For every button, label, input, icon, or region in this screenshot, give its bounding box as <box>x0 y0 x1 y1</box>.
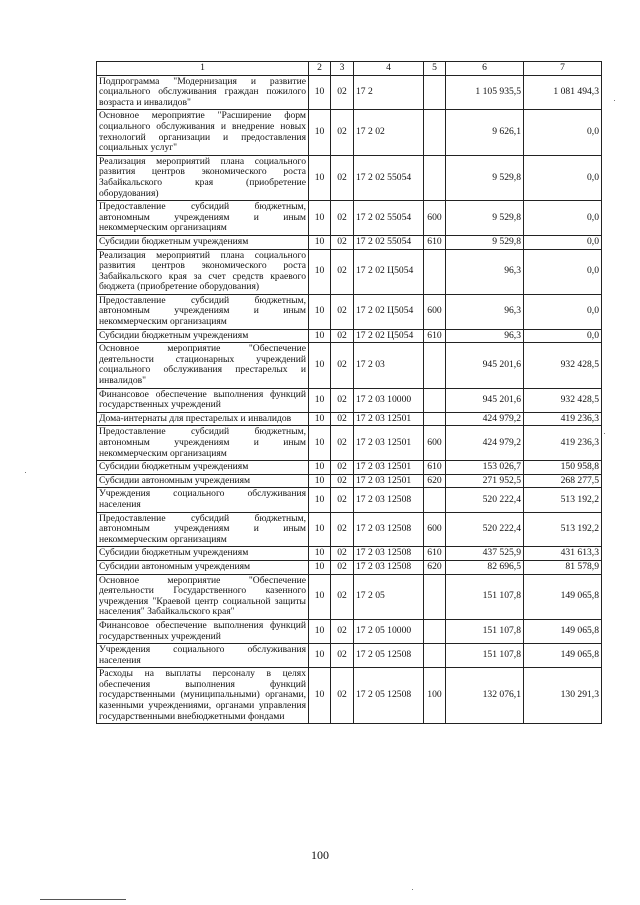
amount-year-1: 1 105 935,5 <box>446 75 524 110</box>
amount-year-1: 96,3 <box>446 329 524 343</box>
amount-year-1: 437 525,9 <box>446 547 524 561</box>
amount-year-1: 9 529,8 <box>446 155 524 200</box>
subsection-code: 02 <box>331 668 354 724</box>
amount-year-2: 932 428,5 <box>524 343 602 388</box>
table-row <box>97 619 602 643</box>
column-header-7: 7 <box>524 62 602 76</box>
subsection-code: 02 <box>331 249 354 294</box>
item-name: Учреждения социального обслуживания населения <box>97 644 309 668</box>
section-code: 10 <box>309 329 331 343</box>
amount-year-1: 151 107,8 <box>446 574 524 619</box>
subsection-code: 02 <box>331 412 354 426</box>
subsection-code: 02 <box>331 619 354 643</box>
section-code: 10 <box>309 343 331 388</box>
amount-year-1: 9 529,8 <box>446 235 524 249</box>
amount-year-2: 0,0 <box>524 235 602 249</box>
expense-type-code: 100 <box>424 668 446 724</box>
amount-year-2: 513 192,2 <box>524 512 602 547</box>
target-article-code: 17 2 02 55054 <box>354 235 424 249</box>
section-code: 10 <box>309 235 331 249</box>
subsection-code: 02 <box>331 474 354 488</box>
column-header-6: 6 <box>446 62 524 76</box>
item-name: Финансовое обеспечение выполнения функций государственных учреждений <box>97 619 309 643</box>
section-code: 10 <box>309 388 331 412</box>
table-row <box>97 461 602 475</box>
amount-year-1: 153 026,7 <box>446 461 524 475</box>
expense-type-code <box>424 110 446 155</box>
expense-type-code: 600 <box>424 512 446 547</box>
section-code: 10 <box>309 201 331 236</box>
item-name: Субсидии бюджетным учреждениям <box>97 547 309 561</box>
page-number: 100 <box>311 848 329 862</box>
subsection-code: 02 <box>331 547 354 561</box>
target-article-code: 17 2 02 55054 <box>354 201 424 236</box>
subsection-code: 02 <box>331 644 354 668</box>
amount-year-2: 81 578,9 <box>524 560 602 574</box>
item-name: Дома-интернаты для престарелых и инвалидов <box>97 412 309 426</box>
target-article-code: 17 2 03 12501 <box>354 474 424 488</box>
amount-year-1: 424 979,2 <box>446 412 524 426</box>
table-row <box>97 512 602 547</box>
section-code: 10 <box>309 488 331 512</box>
item-name: Субсидии бюджетным учреждениям <box>97 461 309 475</box>
amount-year-2: 0,0 <box>524 155 602 200</box>
subsection-code: 02 <box>331 235 354 249</box>
amount-year-2: 149 065,8 <box>524 574 602 619</box>
column-header-2: 2 <box>309 62 331 76</box>
target-article-code: 17 2 03 12508 <box>354 547 424 561</box>
table-row <box>97 412 602 426</box>
item-name: Финансовое обеспечение выполнения функций государственных учреждений <box>97 388 309 412</box>
table-row <box>97 547 602 561</box>
amount-year-1: 132 076,1 <box>446 668 524 724</box>
header-row <box>97 62 602 76</box>
item-name: Учреждения социального обслуживания населения <box>97 488 309 512</box>
item-name: Предоставление субсидий бюджетным, автономным учреждениям и иным некоммерческим организациям <box>97 512 309 547</box>
amount-year-1: 520 222,4 <box>446 512 524 547</box>
expense-type-code <box>424 574 446 619</box>
item-name: Субсидии бюджетным учреждениям <box>97 329 309 343</box>
amount-year-2: 0,0 <box>524 329 602 343</box>
item-name: Реализация мероприятий плана социального развития центров экономического роста Забайкальского края за счет средств краевого бюджета (приобретение оборудования) <box>97 249 309 294</box>
expense-type-code: 610 <box>424 329 446 343</box>
item-name: Подпрограмма "Модернизация и развитие социального обслуживания граждан пожилого возраста и инвалидов" <box>97 75 309 110</box>
target-article-code: 17 2 03 12508 <box>354 560 424 574</box>
footnote-divider <box>40 899 126 900</box>
column-header-5: 5 <box>424 62 446 76</box>
subsection-code: 02 <box>331 110 354 155</box>
section-code: 10 <box>309 474 331 488</box>
item-name: Основное мероприятие "Расширение форм социального обслуживания и внедрение новых технологий организации и предоставления социальных услуг" <box>97 110 309 155</box>
expense-type-code <box>424 412 446 426</box>
amount-year-2: 149 065,8 <box>524 619 602 643</box>
target-article-code: 17 2 05 <box>354 574 424 619</box>
amount-year-2: 513 192,2 <box>524 488 602 512</box>
expense-type-code <box>424 619 446 643</box>
table-row <box>97 388 602 412</box>
amount-year-2: 932 428,5 <box>524 388 602 412</box>
amount-year-1: 96,3 <box>446 249 524 294</box>
subsection-code: 02 <box>331 155 354 200</box>
amount-year-1: 9 626,1 <box>446 110 524 155</box>
table-row <box>97 235 602 249</box>
subsection-code: 02 <box>331 329 354 343</box>
subsection-code: 02 <box>331 388 354 412</box>
subsection-code: 02 <box>331 201 354 236</box>
amount-year-2: 1 081 494,3 <box>524 75 602 110</box>
item-name: Реализация мероприятий плана социального развития центров экономического роста Забайкальского края (приобретение оборудования) <box>97 155 309 200</box>
subsection-code: 02 <box>331 512 354 547</box>
amount-year-2: 0,0 <box>524 110 602 155</box>
target-article-code: 17 2 03 12501 <box>354 412 424 426</box>
expense-type-code: 610 <box>424 461 446 475</box>
item-name: Предоставление субсидий бюджетным, автономным учреждениям и иным некоммерческим организациям <box>97 294 309 329</box>
target-article-code: 17 2 03 12508 <box>354 512 424 547</box>
item-name: Основное мероприятие "Обеспечение деятельности Государственного казенного учреждения "Краевой центр социальной защиты населения" Забайкальского края" <box>97 574 309 619</box>
scan-speck <box>25 472 26 473</box>
table-row <box>97 574 602 619</box>
section-code: 10 <box>309 294 331 329</box>
amount-year-2: 0,0 <box>524 294 602 329</box>
amount-year-1: 9 529,8 <box>446 201 524 236</box>
item-name: Расходы на выплаты персоналу в целях обеспечения выполнения функций государственными (муниципальными) органами, казенными учреждениями, органами управления государственными внебюджетными фондами <box>97 668 309 724</box>
item-name: Предоставление субсидий бюджетным, автономным учреждениям и иным некоммерческим организациям <box>97 201 309 236</box>
subsection-code: 02 <box>331 574 354 619</box>
table-row <box>97 294 602 329</box>
table-row <box>97 343 602 388</box>
section-code: 10 <box>309 644 331 668</box>
amount-year-2: 0,0 <box>524 249 602 294</box>
subsection-code: 02 <box>331 294 354 329</box>
expense-type-code: 620 <box>424 474 446 488</box>
expense-type-code <box>424 249 446 294</box>
table-body <box>97 75 602 724</box>
expense-type-code: 600 <box>424 426 446 461</box>
target-article-code: 17 2 02 Ц5054 <box>354 249 424 294</box>
section-code: 10 <box>309 75 331 110</box>
budget-table <box>96 61 602 724</box>
section-code: 10 <box>309 619 331 643</box>
expense-type-code: 610 <box>424 235 446 249</box>
expense-type-code <box>424 343 446 388</box>
table-row <box>97 488 602 512</box>
target-article-code: 17 2 02 55054 <box>354 155 424 200</box>
column-header-3: 3 <box>331 62 354 76</box>
amount-year-1: 424 979,2 <box>446 426 524 461</box>
amount-year-2: 0,0 <box>524 201 602 236</box>
amount-year-1: 151 107,8 <box>446 619 524 643</box>
target-article-code: 17 2 02 Ц5054 <box>354 329 424 343</box>
amount-year-2: 149 065,8 <box>524 644 602 668</box>
section-code: 10 <box>309 426 331 461</box>
subsection-code: 02 <box>331 343 354 388</box>
amount-year-1: 82 696,5 <box>446 560 524 574</box>
section-code: 10 <box>309 155 331 200</box>
table-row <box>97 249 602 294</box>
subsection-code: 02 <box>331 426 354 461</box>
amount-year-2: 130 291,3 <box>524 668 602 724</box>
target-article-code: 17 2 <box>354 75 424 110</box>
expense-type-code: 600 <box>424 201 446 236</box>
target-article-code: 17 2 03 12501 <box>354 426 424 461</box>
amount-year-2: 419 236,3 <box>524 426 602 461</box>
amount-year-2: 268 277,5 <box>524 474 602 488</box>
section-code: 10 <box>309 547 331 561</box>
subsection-code: 02 <box>331 75 354 110</box>
table-row <box>97 110 602 155</box>
section-code: 10 <box>309 574 331 619</box>
table-row <box>97 560 602 574</box>
target-article-code: 17 2 05 12508 <box>354 668 424 724</box>
amount-year-2: 419 236,3 <box>524 412 602 426</box>
section-code: 10 <box>309 512 331 547</box>
target-article-code: 17 2 03 12501 <box>354 461 424 475</box>
column-header-4: 4 <box>354 62 424 76</box>
table-row <box>97 644 602 668</box>
scan-speck <box>614 100 615 101</box>
item-name: Основное мероприятие "Обеспечение деятельности стационарных учреждений социального обслуживания престарелых и инвалидов" <box>97 343 309 388</box>
subsection-code: 02 <box>331 461 354 475</box>
target-article-code: 17 2 02 <box>354 110 424 155</box>
table-row <box>97 155 602 200</box>
expense-type-code <box>424 644 446 668</box>
target-article-code: 17 2 03 12508 <box>354 488 424 512</box>
section-code: 10 <box>309 110 331 155</box>
section-code: 10 <box>309 668 331 724</box>
subsection-code: 02 <box>331 488 354 512</box>
item-name: Предоставление субсидий бюджетным, автономным учреждениям и иным некоммерческим организациям <box>97 426 309 461</box>
amount-year-1: 520 222,4 <box>446 488 524 512</box>
target-article-code: 17 2 05 10000 <box>354 619 424 643</box>
target-article-code: 17 2 05 12508 <box>354 644 424 668</box>
expense-type-code <box>424 488 446 512</box>
amount-year-2: 150 958,8 <box>524 461 602 475</box>
item-name: Субсидии автономным учреждениям <box>97 474 309 488</box>
amount-year-1: 271 952,5 <box>446 474 524 488</box>
amount-year-1: 151 107,8 <box>446 644 524 668</box>
expense-type-code: 620 <box>424 560 446 574</box>
table-row <box>97 426 602 461</box>
expense-type-code <box>424 388 446 412</box>
subsection-code: 02 <box>331 560 354 574</box>
section-code: 10 <box>309 461 331 475</box>
table-row <box>97 201 602 236</box>
target-article-code: 17 2 02 Ц5054 <box>354 294 424 329</box>
section-code: 10 <box>309 412 331 426</box>
amount-year-2: 431 613,3 <box>524 547 602 561</box>
expense-type-code: 610 <box>424 547 446 561</box>
item-name: Субсидии бюджетным учреждениям <box>97 235 309 249</box>
target-article-code: 17 2 03 10000 <box>354 388 424 412</box>
amount-year-1: 945 201,6 <box>446 343 524 388</box>
expense-type-code <box>424 155 446 200</box>
table-row <box>97 329 602 343</box>
expense-type-code: 600 <box>424 294 446 329</box>
target-article-code: 17 2 03 <box>354 343 424 388</box>
amount-year-1: 96,3 <box>446 294 524 329</box>
amount-year-1: 945 201,6 <box>446 388 524 412</box>
table-row <box>97 668 602 724</box>
column-header-1: 1 <box>97 62 309 76</box>
table-row <box>97 474 602 488</box>
scan-speck <box>604 433 605 434</box>
item-name: Субсидии автономным учреждениям <box>97 560 309 574</box>
section-code: 10 <box>309 249 331 294</box>
section-code: 10 <box>309 560 331 574</box>
table-row <box>97 75 602 110</box>
expense-type-code <box>424 75 446 110</box>
scan-speck <box>412 889 413 890</box>
